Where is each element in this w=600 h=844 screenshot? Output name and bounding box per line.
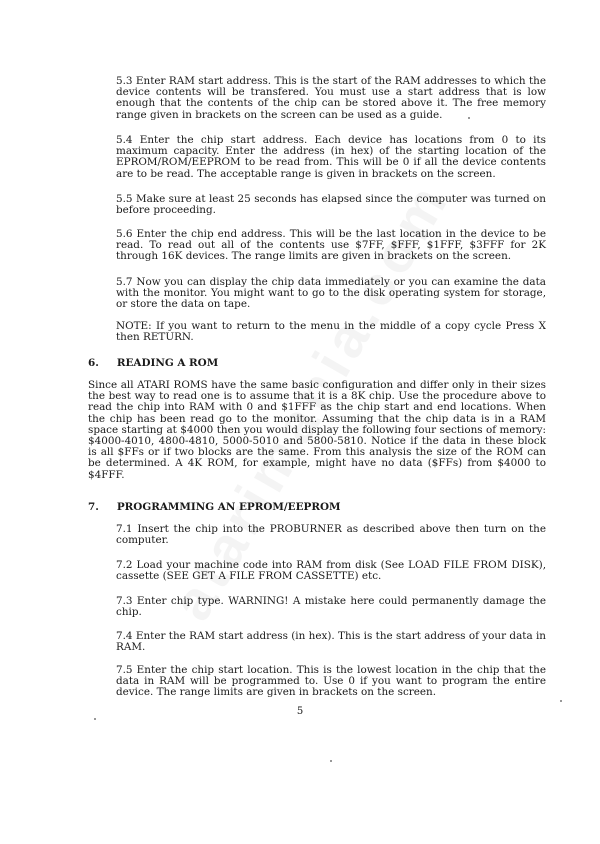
paragraph-5-7: 5.7 Now you can display the chip data immediately or you can examine the data with the monitor. You might want to go to the disk operating system for storage, or store the data on tape. — [116, 276, 546, 311]
paragraph-5-5: 5.5 Make sure at least 25 seconds has elapsed since the computer was turned on before proceeding. — [116, 193, 546, 217]
scan-speck — [560, 700, 562, 702]
scan-speck — [468, 117, 470, 119]
section-title: READING A ROM — [116, 357, 219, 369]
paragraph-7-3: 7.3 Enter chip type. WARNING! A mistake here could permanently damage the chip. — [116, 595, 546, 619]
paragraph-7-1: 7.1 Insert the chip into the PROBURNER as described above then turn on the computer. — [116, 523, 546, 547]
section-number: 6. — [88, 357, 99, 369]
paragraph-7-2: 7.2 Load your machine code into RAM from disk (See LOAD FILE FROM DISK), cassette (SEE GET A FILE FROM CASSETTE) etc. — [116, 559, 546, 583]
note-paragraph: NOTE: If you want to return to the menu in the middle of a copy cycle Press X then RETURN. — [116, 320, 546, 344]
paragraph-5-6: 5.6 Enter the chip end address. This will be the last location in the device to be read. To read out all of the contents use $7FF, $FFF, $1FFF, $3FFF for 2K through 16K devices. The range limits are given in brackets on the screen. — [116, 228, 546, 263]
scan-speck — [94, 718, 96, 720]
paragraph-7-5: 7.5 Enter the chip start location. This is the lowest location in the chip that the data in RAM will be programmed to. Use 0 if you want to program the entire device. The range limits are given in brackets on the screen. — [116, 664, 546, 699]
section-title: PROGRAMMING AN EPROM/EEPROM — [116, 501, 341, 513]
paragraph-7-4: 7.4 Enter the RAM start address (in hex). This is the start address of your data in RAM. — [116, 630, 546, 654]
section-number: 7. — [88, 501, 99, 513]
section-heading-7 — [88, 501, 341, 513]
section-heading-6 — [88, 357, 218, 369]
scan-speck — [330, 760, 332, 762]
paragraph-5-4: 5.4 Enter the chip start address. Each device has locations from 0 to its maximum capacity. Enter the address (in hex) of the starting location of the EPROM/ROM/EEPROM to be read from. This will be 0 if all the device contents are to be read. The acceptable range is given in brackets on the screen. — [116, 134, 546, 180]
paragraph-6-body: Since all ATARI ROMS have the same basic configuration and differ only in their sizes the best way to read one is to assume that it is a 8K chip. Use the procedure above to read the chip into RAM with 0 and $1FFF as the chip start and end locations. When the chip has been read go to the monitor. Assuming that the chip data is in a RAM space starting at $4000 then you would display the following four sections of memory: $4000-4010, 4800-4810, 5000-5010 and 5800-5810. Notice if the data in these block is all $FFs or if two blocks are the same. From this analysis the size of the ROM can be determined. A 4K ROM, for example, might have no data ($FFs) from $4000 to $4FFF. — [88, 379, 546, 481]
paragraph-5-3: 5.3 Enter RAM start address. This is the start of the RAM addresses to which the device contents will be transfered. You must use a start address that is low enough that the contents of the chip can be stored above it. The free memory range given in brackets on the screen can be used as a guide. — [116, 75, 546, 121]
page-number: 5 — [296, 706, 304, 717]
